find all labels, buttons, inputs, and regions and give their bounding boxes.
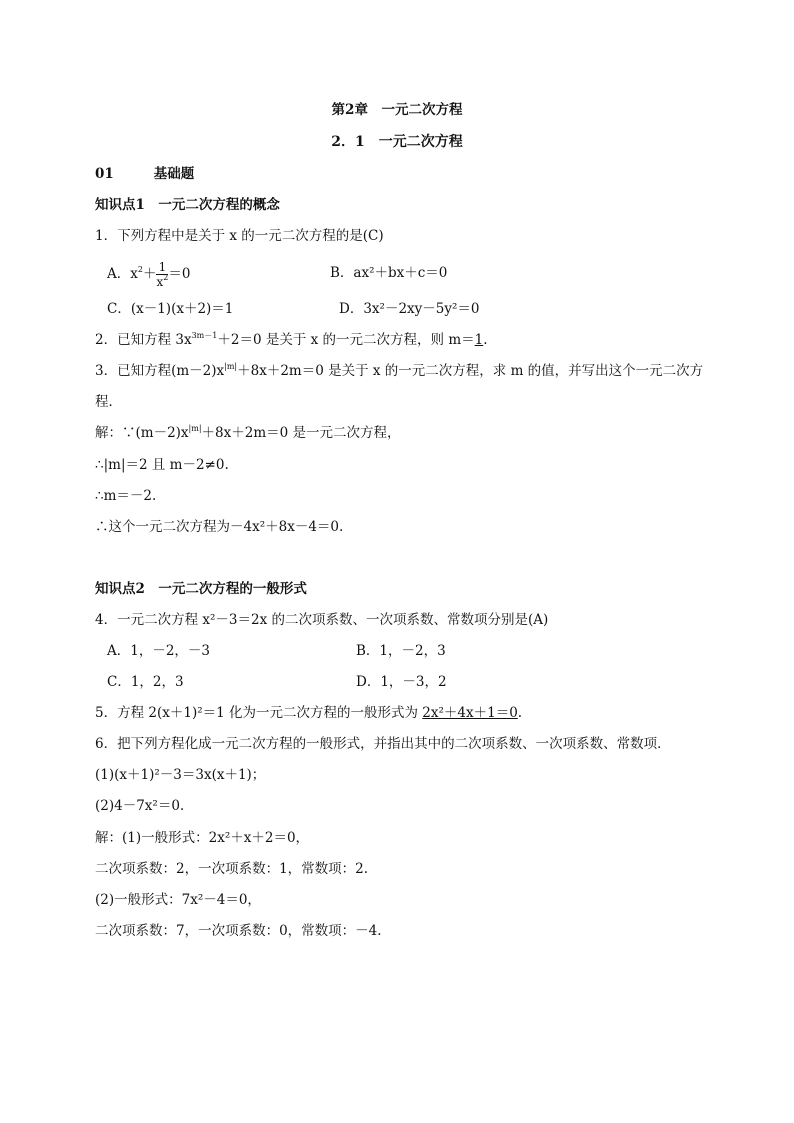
- section-title: 2．1 一元二次方程: [331, 134, 463, 150]
- question-6-solution-3: (2)一般形式：7x²－4＝0，: [95, 892, 261, 908]
- question-6-solution-2: 二次项系数：2，一次项系数：1，常数项：2.: [95, 861, 369, 877]
- level-name: 基础题: [153, 166, 195, 182]
- question-6-stem: 6．把下列方程化成一元二次方程的一般形式，并指出其中的二次项系数、一次项系数、常数项．: [95, 736, 671, 752]
- level-heading: [95, 165, 194, 183]
- question-2: 2．已知方程 $3x^{3m-1}+2=0$ 是关于 x 的一元二次方程，则 m＝1.: [95, 331, 488, 348]
- question-1-option-c: C．(x－1)(x＋2)＝1: [107, 301, 234, 317]
- level-number: 01: [95, 166, 114, 182]
- chapter-title: 第2章 一元二次方程: [331, 102, 463, 118]
- question-5: 5．方程 2(x＋1)²＝1 化为一元二次方程的一般形式为 2x²＋4x＋1＝0.: [95, 705, 523, 721]
- question-4-stem: 4．一元二次方程 x²－3＝2x 的二次项系数、一次项系数、常数项分别是(A): [95, 612, 549, 628]
- question-1-option-a: A．$x^2+$ $\frac{1}{x^2}$ ＝0: [107, 260, 191, 289]
- knowledge-point-1: 知识点1 一元二次方程的概念: [95, 197, 280, 213]
- knowledge-point-2: 知识点2 一元二次方程的一般形式: [95, 581, 307, 597]
- question-1-option-b: B．ax²＋bx＋c＝0: [330, 265, 448, 281]
- question-6-solution-1: 解：(1)一般形式：2x²＋x＋2＝0，: [95, 830, 310, 846]
- question-1-stem: 1．下列方程中是关于 x 的一元二次方程的是(C): [95, 228, 384, 244]
- question-3-solution-1: 解：$\because(m-2)x^{|m|}+8x+2m=0$ 是一元二次方程，: [95, 424, 401, 441]
- question-3-solution-3: ∴m＝－2.: [95, 488, 157, 504]
- question-4-option-d: D．1，－3，2: [356, 674, 447, 690]
- answer-blank: 2x²＋4x＋1＝0: [422, 705, 518, 721]
- question-3-stem: 3．已知方程$(m-2)x^{|m|}+8x+2m=0$ 是关于 x 的一元二次方程，求 m 的值，并写出这个一元二次方: [95, 362, 704, 379]
- question-6-part-1: (1)(x＋1)²－3＝3x(x＋1)；: [95, 767, 266, 783]
- question-3-solution-2: ∴|m|＝2 且 m－2≠0.: [95, 457, 229, 473]
- question-1-option-d: D．3x²－2xy－5y²＝0: [339, 301, 480, 317]
- question-3-solution-4: ∴这个一元二次方程为－4x²＋8x－4＝0.: [95, 519, 344, 535]
- question-4-option-b: B．1，－2，3: [356, 643, 446, 659]
- question-4-option-a: A．1，－2，－3: [107, 643, 211, 659]
- question-6-part-2: (2)4－7x²＝0.: [95, 798, 185, 814]
- question-3-stem-cont: 程．: [95, 394, 122, 410]
- question-6-solution-4: 二次项系数：7，一次项系数：0，常数项：－4.: [95, 923, 382, 939]
- fraction: $\frac{1}{x^2}$: [156, 260, 169, 289]
- answer-blank: 1: [474, 332, 484, 348]
- question-4-option-c: C．1，2，3: [107, 674, 184, 690]
